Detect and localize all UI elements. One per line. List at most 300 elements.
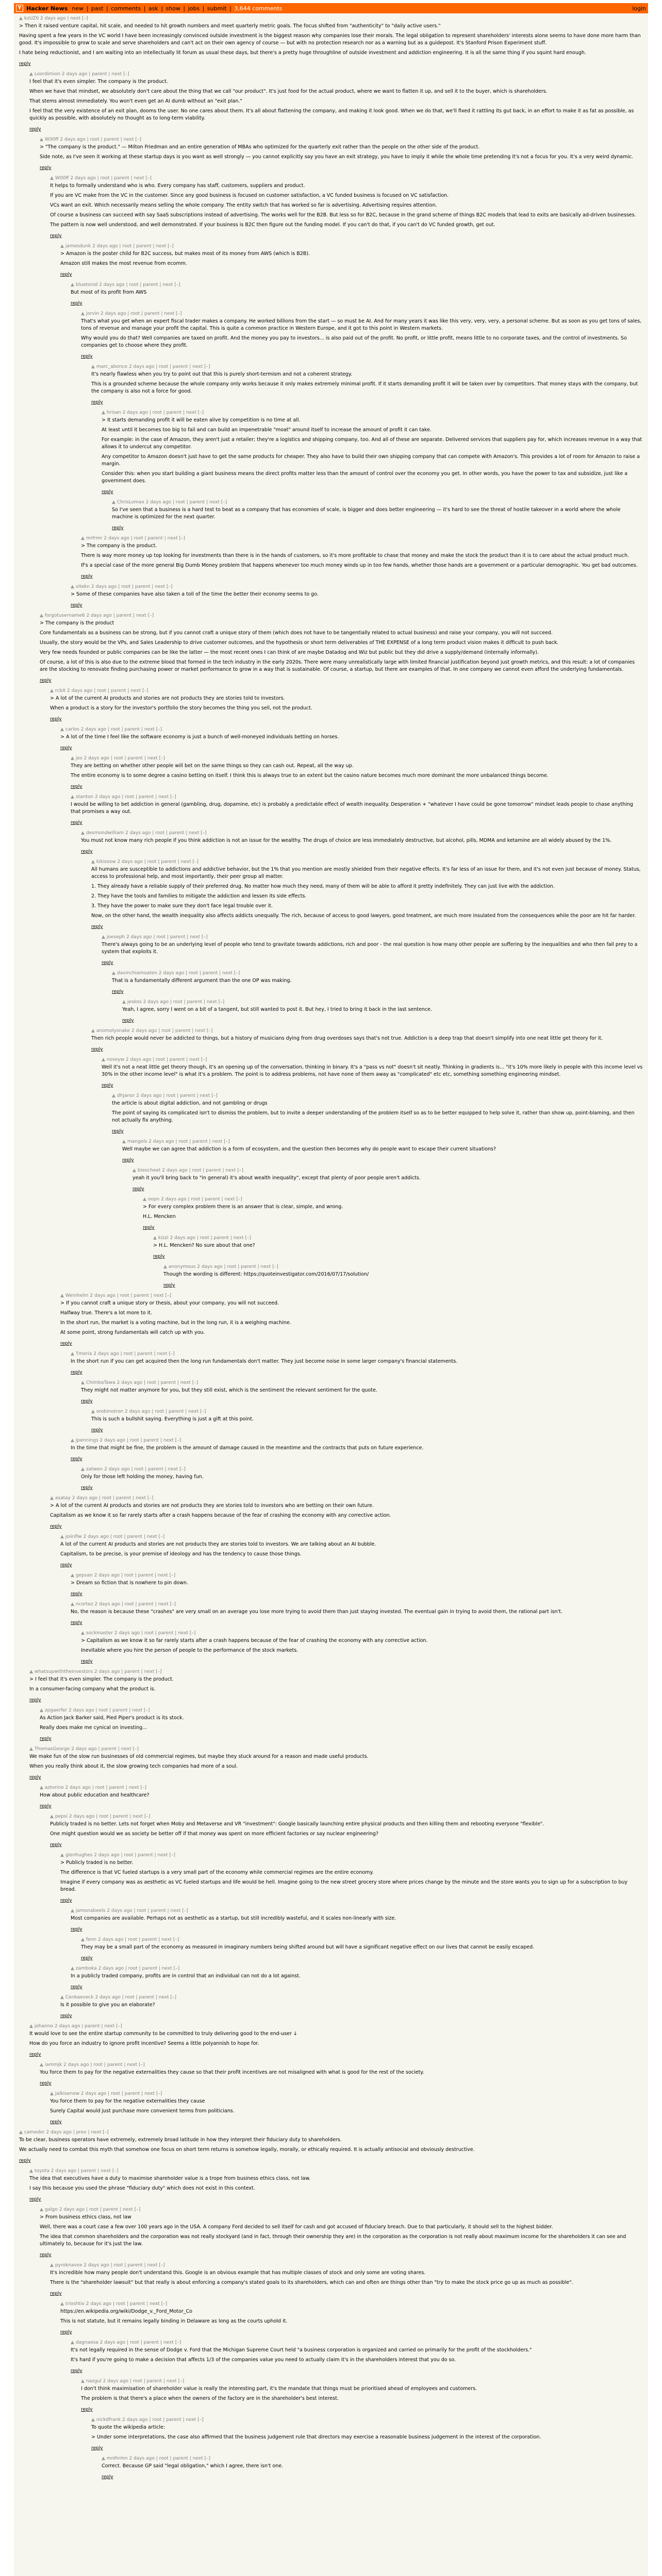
comment-byline[interactable]: ChrisLomax 2 days ago | root | parent | next [–]: [117, 500, 227, 505]
upvote-arrow-icon[interactable]: ▲: [71, 794, 74, 800]
comment-meta: [71, 282, 643, 288]
upvote-arrow-icon[interactable]: ▲: [50, 2091, 54, 2096]
reply-link[interactable]: reply: [112, 989, 124, 994]
comment-byline[interactable]: joiinflw 2 days ago | root | parent | next [–]: [65, 1534, 165, 1539]
reply-link[interactable]: reply: [60, 272, 72, 277]
reply-link[interactable]: reply: [50, 717, 62, 722]
comment-body: [29, 2030, 643, 2047]
comment-meta: [29, 1669, 643, 1675]
upvote-arrow-icon[interactable]: ▲: [71, 1602, 74, 1607]
comment-paragraph: the article is about digital addiction, and not gambling or drugs: [112, 1100, 268, 1106]
comment: [81, 1630, 643, 1664]
reply-link[interactable]: reply: [71, 784, 82, 789]
comment-paragraph: 2. They have the tools and families to mitigate the addiction and lessen its side effects.: [91, 893, 307, 899]
comment: [40, 2207, 643, 2258]
comment: [91, 1028, 643, 1052]
comment-paragraph: So I've seen that a business is a hard test to beat as a company that has economies of scale, is bigger and does better engineering — it's hard to see the threat of hostile takeover in a world where the whole machine is optimized for the next quarter.: [112, 507, 621, 520]
comment-byline[interactable]: whatsupwiththeinvestors 2 days ago | parent | next [–]: [34, 1669, 162, 1674]
upvote-arrow-icon[interactable]: ▲: [102, 1057, 105, 1062]
upvote-arrow-icon[interactable]: ▲: [60, 1293, 64, 1298]
comment-byline[interactable]: noseyw 2 days ago | root | parent | next [–]: [106, 1057, 207, 1062]
comment: [143, 1196, 643, 1230]
comment-paragraph: Of course, a lot of this is also due to the extreme blood that formed in the tech industry in the early 2020s. There were many unrealistically large with limited financial justification beyond just growth metrics, and this result: a lot of companies are the stocking to renovate finding purchasing power or market performance to grow in a way that is sustainable. Of course, a startup, but there are examples of that. In one company we cannot even afford the underlying fundamentals.: [40, 659, 635, 672]
upvote-arrow-icon[interactable]: ▲: [143, 1197, 146, 1202]
comment-body: [50, 2269, 643, 2286]
reply-link[interactable]: reply: [60, 2330, 72, 2335]
reply-link[interactable]: reply: [71, 1927, 82, 1932]
upvote-arrow-icon[interactable]: ▲: [40, 1785, 43, 1790]
comment-byline[interactable]: ThomasGeorge 2 days ago | parent | next [–]: [34, 1747, 139, 1752]
reply-link[interactable]: reply: [40, 165, 52, 171]
reply-link[interactable]: reply: [50, 2291, 62, 2296]
site-name-link[interactable]: Hacker News: [26, 5, 68, 12]
comment-body: [19, 23, 643, 57]
upvote-arrow-icon[interactable]: ▲: [60, 1995, 64, 2000]
comment-byline[interactable]: ChimbaTawa 2 days ago | root | parent | next [–]: [86, 1380, 198, 1385]
comment-paragraph: This is such a bullshit saying. Everything is just a gift at this point.: [91, 1416, 254, 1422]
comment-byline[interactable]: jamesdunk 2 days ago | root | parent | next [–]: [65, 244, 174, 249]
reply-link[interactable]: reply: [29, 1775, 41, 1780]
comment-byline[interactable]: kikisosw 2 days ago | root | parent | next [–]: [96, 859, 199, 865]
comment-byline[interactable]: Loordimion 2 days ago | parent | next [–]: [34, 72, 129, 77]
comment-byline[interactable]: sitekn 2 days ago | root | parent | next [–]: [75, 584, 173, 589]
comment-paragraph: It's hard if you're going to make a decision that affects 1/3 of the companies value you need to actually claim it's in the shareholders interest that you do so.: [71, 2357, 456, 2363]
reply-link[interactable]: reply: [81, 574, 93, 579]
comment-byline[interactable]: oopn 2 days ago | root | parent | next [–]: [147, 1197, 242, 1202]
comment-paragraph: > The company is the product: [40, 620, 114, 626]
upvote-arrow-icon[interactable]: ▲: [91, 2417, 95, 2422]
upvote-arrow-icon[interactable]: ▲: [29, 1669, 33, 1674]
comment-byline[interactable]: kizzi 2 days ago | root | parent | next [–]: [158, 1235, 251, 1241]
upvote-arrow-icon[interactable]: ▲: [71, 1908, 74, 1913]
reply-link[interactable]: reply: [40, 678, 52, 683]
comment-paragraph: Well it's not a neat little get theory though, it's an opening up of the conversation, thinking in binary. It's a "pass vs not" doesn't sit neatly. Thinking in gradients is... "it's 10% more likely in people with this income level vs 30% in the other income level" is what it's a problem. The point is to address problems, not have none of them away as "complicated" etc etc, something something engineering mindset.: [102, 1064, 643, 1077]
comment-meta: [102, 1057, 643, 1063]
upvote-arrow-icon[interactable]: ▲: [60, 727, 64, 732]
upvote-arrow-icon[interactable]: ▲: [91, 364, 95, 369]
comment-paragraph: This is a grounded scheme because the whole company only works because it only makes extremely minimal profit. If it starts demanding profit it will be taken over by competitors. That money stays with the company, but the company is also not a force for good.: [91, 381, 638, 394]
nav-links: [71, 5, 283, 12]
comment-byline[interactable]: bluetonid 2 days ago | root | parent | next [–]: [75, 282, 180, 287]
comment-byline[interactable]: glenhughes 2 days ago | root | parent | next [–]: [65, 1853, 175, 1858]
comment-meta: [29, 2168, 643, 2174]
reply-link[interactable]: reply: [91, 400, 103, 405]
upvote-arrow-icon[interactable]: ▲: [71, 1966, 74, 1971]
reply-link[interactable]: reply: [133, 1187, 144, 1192]
upvote-arrow-icon[interactable]: ▲: [81, 831, 85, 836]
comments-count-link[interactable]: 3,644 comments: [234, 5, 283, 12]
reply-link[interactable]: reply: [71, 2368, 82, 2374]
comment-paragraph: The difference is that VC fueled startups is a very small part of the economy while commercial regimes are the entire economy.: [60, 1870, 374, 1875]
reply-link[interactable]: reply: [153, 1254, 165, 1259]
reply-link[interactable]: reply: [29, 2197, 41, 2202]
reply-link[interactable]: reply: [112, 526, 124, 531]
comment-body: [81, 837, 643, 844]
comment-body: [71, 289, 643, 296]
upvote-arrow-icon[interactable]: ▲: [112, 1093, 115, 1098]
reply-link[interactable]: reply: [60, 1341, 72, 1346]
comment: [71, 584, 643, 608]
comment-byline[interactable]: galgo 2 days ago | root | parent | next [–]: [44, 2207, 141, 2212]
comment-byline[interactable]: camedor 2 days ago | prev | next [–]: [24, 2130, 109, 2135]
comment-body: [71, 801, 643, 816]
upvote-arrow-icon[interactable]: ▲: [112, 971, 115, 976]
upvote-arrow-icon[interactable]: ▲: [60, 1534, 64, 1539]
upvote-arrow-icon[interactable]: ▲: [50, 176, 54, 181]
comment: [102, 2455, 643, 2480]
nav-separator: |: [181, 5, 187, 12]
upvote-arrow-icon[interactable]: ▲: [153, 1235, 157, 1241]
reply-link[interactable]: reply: [81, 849, 93, 854]
reply-link[interactable]: reply: [29, 127, 41, 132]
comment: [112, 970, 643, 994]
comment-paragraph: A lot of the current AI products and stories are not products they are stories told to investors. We are talking about an AI bubble.: [60, 1541, 376, 1547]
comment-byline[interactable]: jalkisenow 2 days ago | root | parent | next [–]: [55, 2091, 162, 2096]
comment-byline[interactable]: forgotusername6 2 days ago | parent | next [–]: [44, 613, 154, 618]
comment-body: [102, 2463, 643, 2470]
upvote-arrow-icon[interactable]: ▲: [40, 2062, 43, 2067]
comment: [60, 243, 643, 277]
comment: [19, 2129, 643, 2163]
comment: [122, 1139, 643, 1163]
upvote-arrow-icon[interactable]: ▲: [50, 2263, 54, 2268]
nav-link-submit[interactable]: submit: [207, 5, 227, 12]
upvote-arrow-icon[interactable]: ▲: [71, 1351, 74, 1357]
comment-meta: [71, 1351, 643, 1357]
upvote-arrow-icon[interactable]: ▲: [91, 1028, 95, 1033]
comment-paragraph: It helps to formally understand who is who. Every company has staff, customers, suppliers and product.: [50, 183, 305, 189]
comment-byline[interactable]: johanno 2 days ago | parent | next [–]: [34, 2024, 122, 2029]
comment: [50, 1814, 643, 1848]
reply-link[interactable]: reply: [40, 2081, 52, 2086]
comment-body: [29, 78, 643, 122]
comment-byline[interactable]: W00ff 2 days ago | root | parent | next [–]: [44, 137, 141, 142]
comment-paragraph: https://en.wikipedia.org/wiki/Dodge_v._Ford_Motor_Co: [60, 2309, 192, 2314]
comment-byline[interactable]: aztorino 2 days ago | root | parent | next [–]: [44, 1785, 147, 1790]
comment-meta: [112, 970, 643, 976]
comment-paragraph: Halfway true. There's a lot more to it.: [60, 1310, 152, 1316]
reply-link[interactable]: reply: [19, 2158, 31, 2163]
upvote-arrow-icon[interactable]: ▲: [81, 1937, 85, 1942]
comment-meta: [40, 2207, 643, 2213]
comment-byline[interactable]: Weinhelm 2 days ago | root | parent | next [–]: [65, 1293, 171, 1298]
comment-paragraph: When you really think about it, the slow growing tech companies had more of a soul.: [29, 1764, 238, 1769]
nav-link-new[interactable]: new: [72, 5, 84, 12]
reply-link[interactable]: reply: [112, 1129, 124, 1134]
nav-link-show[interactable]: show: [166, 5, 180, 12]
comment-meta: [91, 1409, 643, 1415]
upvote-arrow-icon[interactable]: ▲: [163, 1264, 167, 1269]
comment-meta: [71, 1965, 643, 1972]
comment-byline[interactable]: Tmeria 2 days ago | root | parent | next [–]: [75, 1351, 175, 1357]
comment-byline[interactable]: nazgul 2 days ago | root | parent | next [–]: [86, 2379, 185, 2384]
nav-separator: |: [201, 5, 206, 12]
upvote-arrow-icon[interactable]: ▲: [91, 1409, 95, 1414]
reply-link[interactable]: reply: [71, 1985, 82, 1990]
comment-paragraph: That stems almost immediately. You won't even get an AI dumb without an "exit plan.": [29, 98, 242, 104]
comment: [60, 1994, 643, 2019]
comment-paragraph: At some point, strong fundamentals will catch up with you.: [60, 1330, 205, 1335]
comment-paragraph: The idea that executives have a duty to maximise shareholder value is a trope from business ethics class, not law.: [29, 2176, 311, 2181]
comment-meta: [60, 1994, 643, 2001]
comment-paragraph: The point of saying its complicated isn't to dismiss the problem, but to invite a deeper understanding of the problem itself so as to be better equipped to help solve it, rather than show up, point-blaming, and then not actually fix anything.: [112, 1110, 635, 1123]
comment-byline[interactable]: bleocheet 2 days ago | root | parent | next [–]: [137, 1168, 243, 1173]
comment-byline[interactable]: joeseph 2 days ago | root | parent | next [–]: [106, 935, 208, 940]
comment-paragraph: You force them to pay for the negative externalities they cause so that their profit incentives are not misaligned with what is good for the rest of the society.: [40, 2070, 424, 2075]
comment-meta: [71, 1437, 643, 1444]
reply-link[interactable]: reply: [102, 2475, 113, 2480]
reply-link[interactable]: reply: [60, 745, 72, 751]
comment: [29, 71, 643, 132]
reply-link[interactable]: reply: [122, 1018, 134, 1023]
reply-link[interactable]: reply: [50, 2120, 62, 2125]
comment-meta: [60, 1852, 643, 1858]
comment-paragraph: The entire economy is to some degree a casino betting on itself. I think this is always true to an extent but the casino nature becomes much more dominant the more unbalanced things become.: [71, 773, 549, 778]
reply-link[interactable]: reply: [50, 1842, 62, 1848]
upvote-arrow-icon[interactable]: ▲: [112, 500, 115, 505]
comment-paragraph: Very few needs founded or public companies can be like the latter — the most recent ones I can think of are maybe Datadog and Wiz but public but they did drive a supply/demand (internally informally).: [40, 650, 539, 655]
reply-link[interactable]: reply: [163, 1283, 175, 1288]
upvote-arrow-icon[interactable]: ▲: [29, 72, 33, 77]
comment: [50, 2262, 643, 2296]
reply-link[interactable]: reply: [19, 61, 31, 66]
comment-byline[interactable]: zpgaerfer 2 days ago | root | parent | next [–]: [44, 1708, 150, 1713]
comment-body: [122, 1006, 643, 1013]
upvote-arrow-icon[interactable]: ▲: [71, 1438, 74, 1443]
comment-meta: [29, 1746, 643, 1752]
reply-link[interactable]: reply: [60, 1898, 72, 1903]
reply-link[interactable]: reply: [91, 1428, 103, 1433]
comment: [81, 830, 643, 854]
reply-link[interactable]: reply: [71, 1456, 82, 1462]
comment-byline[interactable]: dhjanor 2 days ago | root | parent | next [–]: [117, 1093, 218, 1098]
upvote-arrow-icon[interactable]: ▲: [71, 756, 74, 761]
comment-byline[interactable]: anomolysnake 2 days ago | root | parent | next [–]: [96, 1028, 213, 1033]
upvote-arrow-icon[interactable]: ▲: [81, 536, 85, 541]
upvote-arrow-icon[interactable]: ▲: [29, 1747, 33, 1752]
y-logo-icon[interactable]: Y: [16, 5, 23, 12]
reply-link[interactable]: reply: [91, 2446, 103, 2451]
reply-link[interactable]: reply: [50, 233, 62, 239]
comment-byline[interactable]: zamboka 2 days ago | root | parent | next [–]: [75, 1966, 180, 1971]
upvote-arrow-icon[interactable]: ▲: [50, 688, 54, 693]
comment: [163, 1264, 643, 1288]
comment: [29, 2023, 643, 2057]
upvote-arrow-icon[interactable]: ▲: [40, 2207, 43, 2212]
upvote-arrow-icon[interactable]: ▲: [81, 2379, 85, 2384]
comment-byline[interactable]: mrfrmr 2 days ago | root | parent | next [–]: [86, 536, 185, 541]
comment-body: [60, 734, 643, 741]
comment-paragraph: > I feel that it's even simpler. The company is the product.: [29, 1676, 174, 1682]
comment-paragraph: The pattern is now well understood, and well demonstrated. If your business is B2C then figure out the funding model. If you can't do that, if you can't do VC funded growth, get out.: [50, 222, 495, 228]
comment-byline[interactable]: trioshtiv 2 days ago | root | parent | next [–]: [65, 2301, 168, 2307]
comment-byline[interactable]: anonymous 2 days ago | root | parent | next [–]: [168, 1264, 278, 1269]
comment-byline[interactable]: nickdfrank 2 days ago | root | parent | next [–]: [96, 2417, 204, 2422]
nav-link-ask[interactable]: ask: [148, 5, 158, 12]
comment-paragraph: To be clear, business operators have extremely, extremely broad latitude in how they interpret their fiduciary duty to shareholders.: [19, 2137, 342, 2143]
comment-byline[interactable]: jpennings 2 days ago | root | parent | next [–]: [75, 1438, 181, 1443]
comment-byline[interactable]: zatwen 2 days ago | root | parent | next [–]: [86, 1467, 186, 1472]
nav-link-jobs[interactable]: jobs: [188, 5, 200, 12]
reply-link[interactable]: reply: [50, 1524, 62, 1529]
upvote-arrow-icon[interactable]: ▲: [29, 2168, 33, 2174]
comment-body: [40, 1715, 643, 1732]
comment-meta: [40, 2062, 643, 2068]
comment-paragraph: > Amazon is the poster child for B2C success, but makes most of its money from AWS (which is B2B).: [60, 251, 310, 257]
upvote-arrow-icon[interactable]: ▲: [71, 584, 74, 589]
reply-link[interactable]: reply: [71, 1620, 82, 1625]
comment-byline[interactable]: dagnaesa 2 days ago | root | parent | next [–]: [75, 2340, 181, 2345]
comment-byline[interactable]: mnlhrmn 2 days ago | root | parent | next [–]: [106, 2456, 211, 2461]
login-link[interactable]: login: [632, 5, 646, 12]
upvote-arrow-icon[interactable]: ▲: [81, 1631, 85, 1636]
nav-link-past[interactable]: past: [91, 5, 104, 12]
comment-paragraph: > Then it raised venture capital, hit scale, and needed to hit growth numbers and meet quarterly metric goals. The focus shifted from "authenticity" to "daily active users.": [19, 23, 441, 29]
comment-byline[interactable]: rcbit 2 days ago | root | parent | next [–]: [55, 688, 148, 693]
comment-paragraph: In a publicly traded company, profits are in control that an individual can not do a lot against.: [71, 1973, 301, 1979]
comment-paragraph: yeah it you'll bring back to "in general) it's about wealth inequality", except that plenty of poor people aren't addicts.: [133, 1175, 421, 1181]
upvote-arrow-icon[interactable]: ▲: [40, 137, 43, 142]
reply-link[interactable]: reply: [71, 603, 82, 608]
comment-byline[interactable]: jeskos 2 days ago | root | parent | next [–]: [127, 999, 225, 1005]
reply-link[interactable]: reply: [71, 301, 82, 306]
upvote-arrow-icon[interactable]: ▲: [71, 2340, 74, 2345]
upvote-arrow-icon[interactable]: ▲: [71, 1573, 74, 1578]
upvote-arrow-icon[interactable]: ▲: [81, 1380, 85, 1385]
nav-link-comments[interactable]: comments: [111, 5, 141, 12]
reply-link[interactable]: reply: [40, 1804, 52, 1809]
reply-link[interactable]: reply: [102, 1083, 113, 1088]
upvote-arrow-icon[interactable]: ▲: [40, 613, 43, 618]
comment-body: [50, 695, 643, 712]
reply-link[interactable]: reply: [71, 1591, 82, 1597]
reply-link[interactable]: reply: [60, 1563, 72, 1568]
comment: [91, 364, 643, 405]
comment-byline[interactable]: carlos 2 days ago | root | parent | next [–]: [65, 727, 162, 732]
comment-byline[interactable]: pyroknavex 2 days ago | root | parent | next [–]: [55, 2263, 165, 2268]
comment-meta: [91, 364, 643, 370]
upvote-arrow-icon[interactable]: ▲: [29, 2024, 33, 2029]
comment-byline[interactable]: jamonabeels 2 days ago | root | parent | next [–]: [75, 1908, 188, 1913]
upvote-arrow-icon[interactable]: ▲: [91, 859, 95, 865]
reply-link[interactable]: reply: [81, 354, 93, 359]
upvote-arrow-icon[interactable]: ▲: [60, 2301, 64, 2307]
upvote-arrow-icon[interactable]: ▲: [19, 2130, 23, 2135]
reply-link[interactable]: reply: [40, 2252, 52, 2258]
reply-link[interactable]: reply: [91, 924, 103, 929]
comment-byline[interactable]: asatay 2 days ago | root | parent | next [–]: [55, 1496, 154, 1501]
comment-body: [71, 762, 643, 779]
upvote-arrow-icon[interactable]: ▲: [60, 1853, 64, 1858]
reply-link[interactable]: reply: [122, 1158, 134, 1163]
comment-byline[interactable]: sockmaster 2 days ago | root | parent | next [–]: [86, 1631, 196, 1636]
reply-link[interactable]: reply: [60, 2013, 72, 2019]
reply-link[interactable]: reply: [102, 489, 113, 495]
comment-meta: [91, 2417, 643, 2423]
upvote-arrow-icon[interactable]: ▲: [40, 1708, 43, 1713]
upvote-arrow-icon[interactable]: ▲: [122, 1139, 126, 1144]
comment-meta: [71, 1572, 643, 1579]
comment-meta: [91, 1028, 643, 1034]
reply-link[interactable]: reply: [71, 820, 82, 825]
comment-byline[interactable]: jes 2 days ago | root | parent | next [–]: [75, 756, 166, 761]
upvote-arrow-icon[interactable]: ▲: [81, 1467, 85, 1472]
comment-paragraph: The idea that common shareholders and the corporation was not really stockyard (and in fact, through their ownership they are) in the corporation as the corporation is not really about maximum income for the shareholders it can see and ultimately to, because for it's just the law.: [40, 2234, 626, 2247]
comment-body: [29, 1676, 643, 1693]
comment-byline[interactable]: jorvin 2 days ago | root | parent | next [–]: [86, 311, 182, 316]
upvote-arrow-icon[interactable]: ▲: [122, 999, 126, 1005]
comment-paragraph: For example: in the case of Amazon, they aren't just a retailer; they're a logistics and shipping company, too. And all of these are separate. Delivered services that suppliers pay for, which increases revenue in a way that allows it to undercut any competitor.: [102, 437, 642, 450]
upvote-arrow-icon[interactable]: ▲: [71, 282, 74, 287]
comment-byline[interactable]: mangels 2 days ago | root | parent | next [–]: [127, 1139, 230, 1144]
comment-paragraph: I would be willing to bet addiction in general (gambling, drug, dopamine, etc) is probably a predictable effect of wealth inequality. Desperation + "whatever I have could be gone tomorrow" mindset leads people to chase anything that promises a way out.: [71, 802, 633, 815]
comment-byline[interactable]: hrisan 2 days ago | root | parent | next [–]: [106, 410, 204, 415]
reply-link[interactable]: reply: [29, 1698, 41, 1703]
comment-byline[interactable]: orobinotron 2 days ago | root | parent | next [–]: [96, 1409, 206, 1414]
comment-meta: [163, 1264, 643, 1270]
comment-byline[interactable]: toyota 2 days ago | parent | next [–]: [34, 2168, 119, 2174]
comment-byline[interactable]: Cenkaeveck 2 days ago | root | parent | next [–]: [65, 1995, 176, 2000]
comment-byline[interactable]: desmondwilliam 2 days ago | root | parent | next [–]: [86, 831, 207, 836]
comment-meta: [81, 535, 643, 541]
comment-byline[interactable]: iammjk 2 days ago | root | parent | next [–]: [44, 2062, 145, 2067]
comment-paragraph: I don't think maximisation of shareholder value is really the interesting part, it's the mandate that things must be prioritised ahead of employees and customers.: [81, 2386, 477, 2392]
comment: [40, 137, 643, 171]
comment-body: [50, 2098, 643, 2115]
comment-body: [40, 2069, 643, 2076]
upvote-arrow-icon[interactable]: ▲: [102, 935, 105, 940]
reply-link[interactable]: reply: [81, 2407, 93, 2412]
top-nav-bar: [14, 3, 648, 13]
comment-byline[interactable]: ncortez 2 days ago | root | parent | next [–]: [75, 1602, 176, 1607]
comment-meta: [71, 755, 643, 761]
comment-byline[interactable]: davinchiamoaten 2 days ago | root | parent | next [–]: [117, 971, 240, 976]
reply-link[interactable]: reply: [81, 1956, 93, 1961]
comment-body: [40, 1792, 643, 1799]
comment-body: [50, 1821, 643, 1838]
comment-byline[interactable]: gepsan 2 days ago | root | parent | next [–]: [75, 1573, 176, 1578]
reply-link[interactable]: reply: [81, 1399, 93, 1404]
reply-link[interactable]: reply: [81, 1485, 93, 1490]
comment-byline[interactable]: pepsi 2 days ago | root | parent | next [–]: [55, 1814, 151, 1819]
reply-link[interactable]: reply: [91, 1047, 103, 1052]
upvote-arrow-icon[interactable]: ▲: [102, 2456, 105, 2461]
reply-link[interactable]: reply: [81, 1659, 93, 1664]
comment: [40, 1707, 643, 1741]
upvote-arrow-icon[interactable]: ▲: [102, 410, 105, 415]
comment-byline[interactable]: fenn 2 days ago | root | parent | next [–]: [86, 1937, 179, 1942]
reply-link[interactable]: reply: [143, 1225, 155, 1230]
upvote-arrow-icon[interactable]: ▲: [50, 1814, 54, 1819]
comment-paragraph: > A lot of the current AI products and stories are not products they are stories told to investors who are betting on their own future.: [50, 1503, 374, 1509]
comment-byline[interactable]: kzUZ0 2 days ago | next [–]: [24, 16, 88, 21]
comment-body: [133, 1175, 643, 1182]
comment-paragraph: When a product is a story for the investor's portfolio the story becomes the thing you sell, not the product.: [50, 705, 312, 711]
reply-link[interactable]: reply: [102, 960, 113, 965]
upvote-arrow-icon[interactable]: ▲: [50, 1496, 54, 1501]
upvote-arrow-icon[interactable]: ▲: [19, 16, 23, 21]
comment-byline[interactable]: stanton 2 days ago | root | parent | next [–]: [75, 794, 176, 800]
upvote-arrow-icon[interactable]: ▲: [60, 244, 64, 249]
comment: [91, 859, 643, 929]
comment-byline[interactable]: marc_abonce 2 days ago | root | parent | next [–]: [96, 364, 210, 369]
upvote-arrow-icon[interactable]: ▲: [81, 311, 85, 316]
reply-link[interactable]: reply: [71, 1370, 82, 1375]
comment-byline[interactable]: W00ff 2 days ago | root | parent | next [–]: [55, 176, 152, 181]
reply-link[interactable]: reply: [40, 1736, 52, 1741]
upvote-arrow-icon[interactable]: ▲: [133, 1168, 136, 1173]
reply-link[interactable]: reply: [29, 2052, 41, 2057]
